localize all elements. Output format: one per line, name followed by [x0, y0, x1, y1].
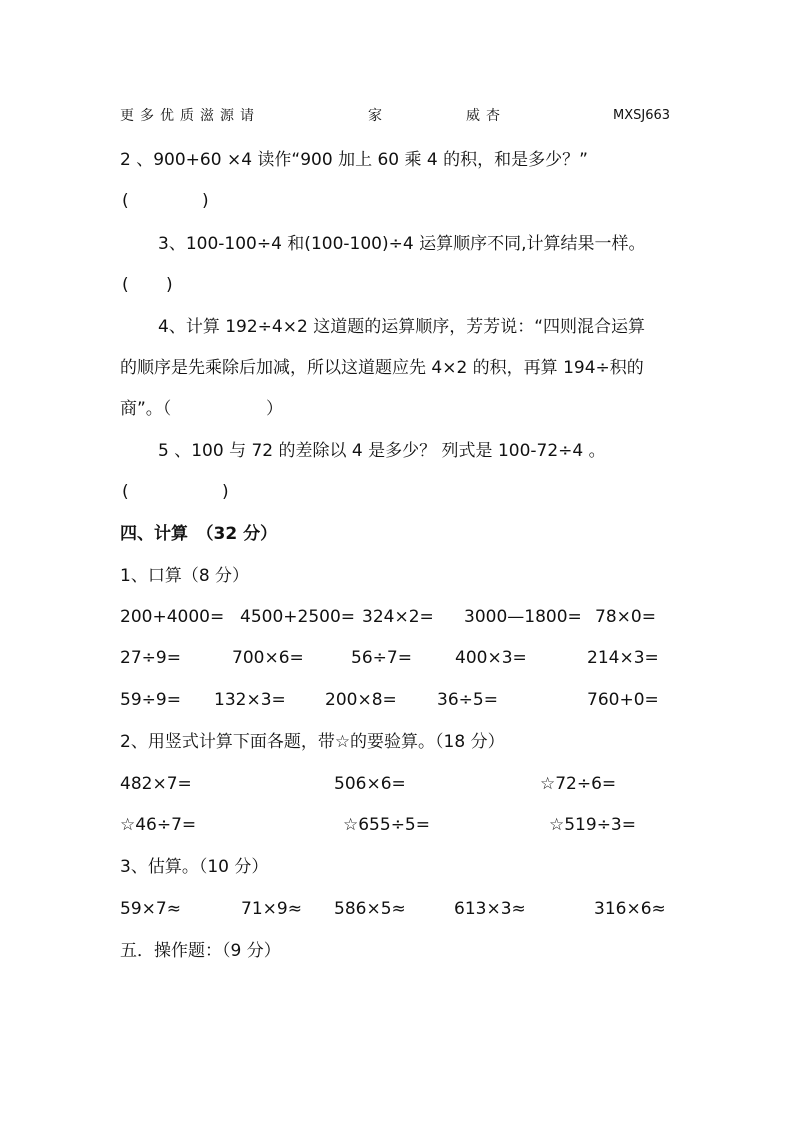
estimate-item-5: 316×6≈: [594, 899, 666, 919]
vertical-r1-c3: ☆72÷6=: [540, 774, 617, 794]
oral-r2-c4: 400×3=: [455, 648, 527, 668]
header-left: 更多优质滋源请: [120, 108, 260, 124]
oral-r3-c5: 760+0=: [587, 690, 659, 710]
judge-q5: 5 、100 与 72 的差除以 4 是多少？ 列式是 100-72÷4 。: [158, 441, 606, 461]
oral-heading: 1、口算（8 分）: [120, 566, 250, 586]
judge-q3: 3、100-100÷4 和(100-100)÷4 运算顺序不同,计算结果一样。: [158, 234, 646, 254]
vertical-r2-c3: ☆519÷3=: [549, 815, 636, 835]
oral-r3-c1: 59÷9=: [120, 690, 181, 710]
section5-title: 五．操作题：（9 分）: [120, 941, 281, 961]
judge-q3-paren-open: (: [122, 275, 129, 295]
oral-r1-c5: 78×0=: [595, 607, 656, 627]
estimate-item-4: 613×3≈: [454, 899, 526, 919]
judge-q5-paren-close: ): [222, 482, 229, 502]
oral-r3-c2: 132×3=: [214, 690, 286, 710]
oral-r3-c3: 200×8=: [325, 690, 397, 710]
judge-q3-paren-close: ): [166, 275, 173, 295]
estimate-item-2: 71×9≈: [241, 899, 302, 919]
estimate-heading: 3、估算。（10 分）: [120, 857, 269, 877]
judge-q2-paren-open: (: [122, 191, 129, 211]
oral-r1-c3: 324×2=: [362, 607, 434, 627]
estimate-item-1: 59×7≈: [120, 899, 181, 919]
judge-q2-paren-close: ): [202, 191, 209, 211]
oral-r2-c2: 700×6=: [232, 648, 304, 668]
vertical-heading: 2、用竖式计算下面各题，带☆的要验算。（18 分）: [120, 732, 505, 752]
oral-r2-c1: 27÷9=: [120, 648, 181, 668]
header-mid2: 威杏: [466, 108, 506, 124]
judge-q4-paren-close: ）: [266, 399, 283, 419]
section4-title: 四、计算 （32 分）: [120, 524, 278, 544]
judge-q4-line1: 4、计算 192÷4×2 这道题的运算顺序，芳芳说：“四则混合运算: [158, 317, 645, 337]
vertical-r2-c1: ☆46÷7=: [120, 815, 197, 835]
header-mid1: 家: [368, 108, 388, 124]
oral-r1-c1: 200+4000=: [120, 607, 225, 627]
estimate-item-3: 586×5≈: [334, 899, 406, 919]
oral-r2-c3: 56÷7=: [351, 648, 412, 668]
vertical-r2-c2: ☆655÷5=: [343, 815, 430, 835]
header-code: MXSJ663: [613, 108, 671, 123]
oral-r1-c4: 3000—1800=: [464, 607, 582, 627]
judge-q4-line2: 的顺序是先乘除后加减，所以这道题应先 4×2 的积，再算 194÷积的: [120, 358, 644, 378]
oral-r3-c4: 36÷5=: [437, 690, 498, 710]
oral-r1-c2: 4500+2500=: [240, 607, 356, 627]
vertical-r1-c2: 506×6=: [334, 774, 406, 794]
judge-q5-paren-open: (: [122, 482, 129, 502]
judge-q2: 2 、900+60 ×4 读作“900 加上 60 乘 4 的积，和是多少？”: [120, 150, 588, 170]
judge-q4-line3: 商”。（: [120, 399, 172, 419]
oral-r2-c5: 214×3=: [587, 648, 659, 668]
vertical-r1-c1: 482×7=: [120, 774, 192, 794]
